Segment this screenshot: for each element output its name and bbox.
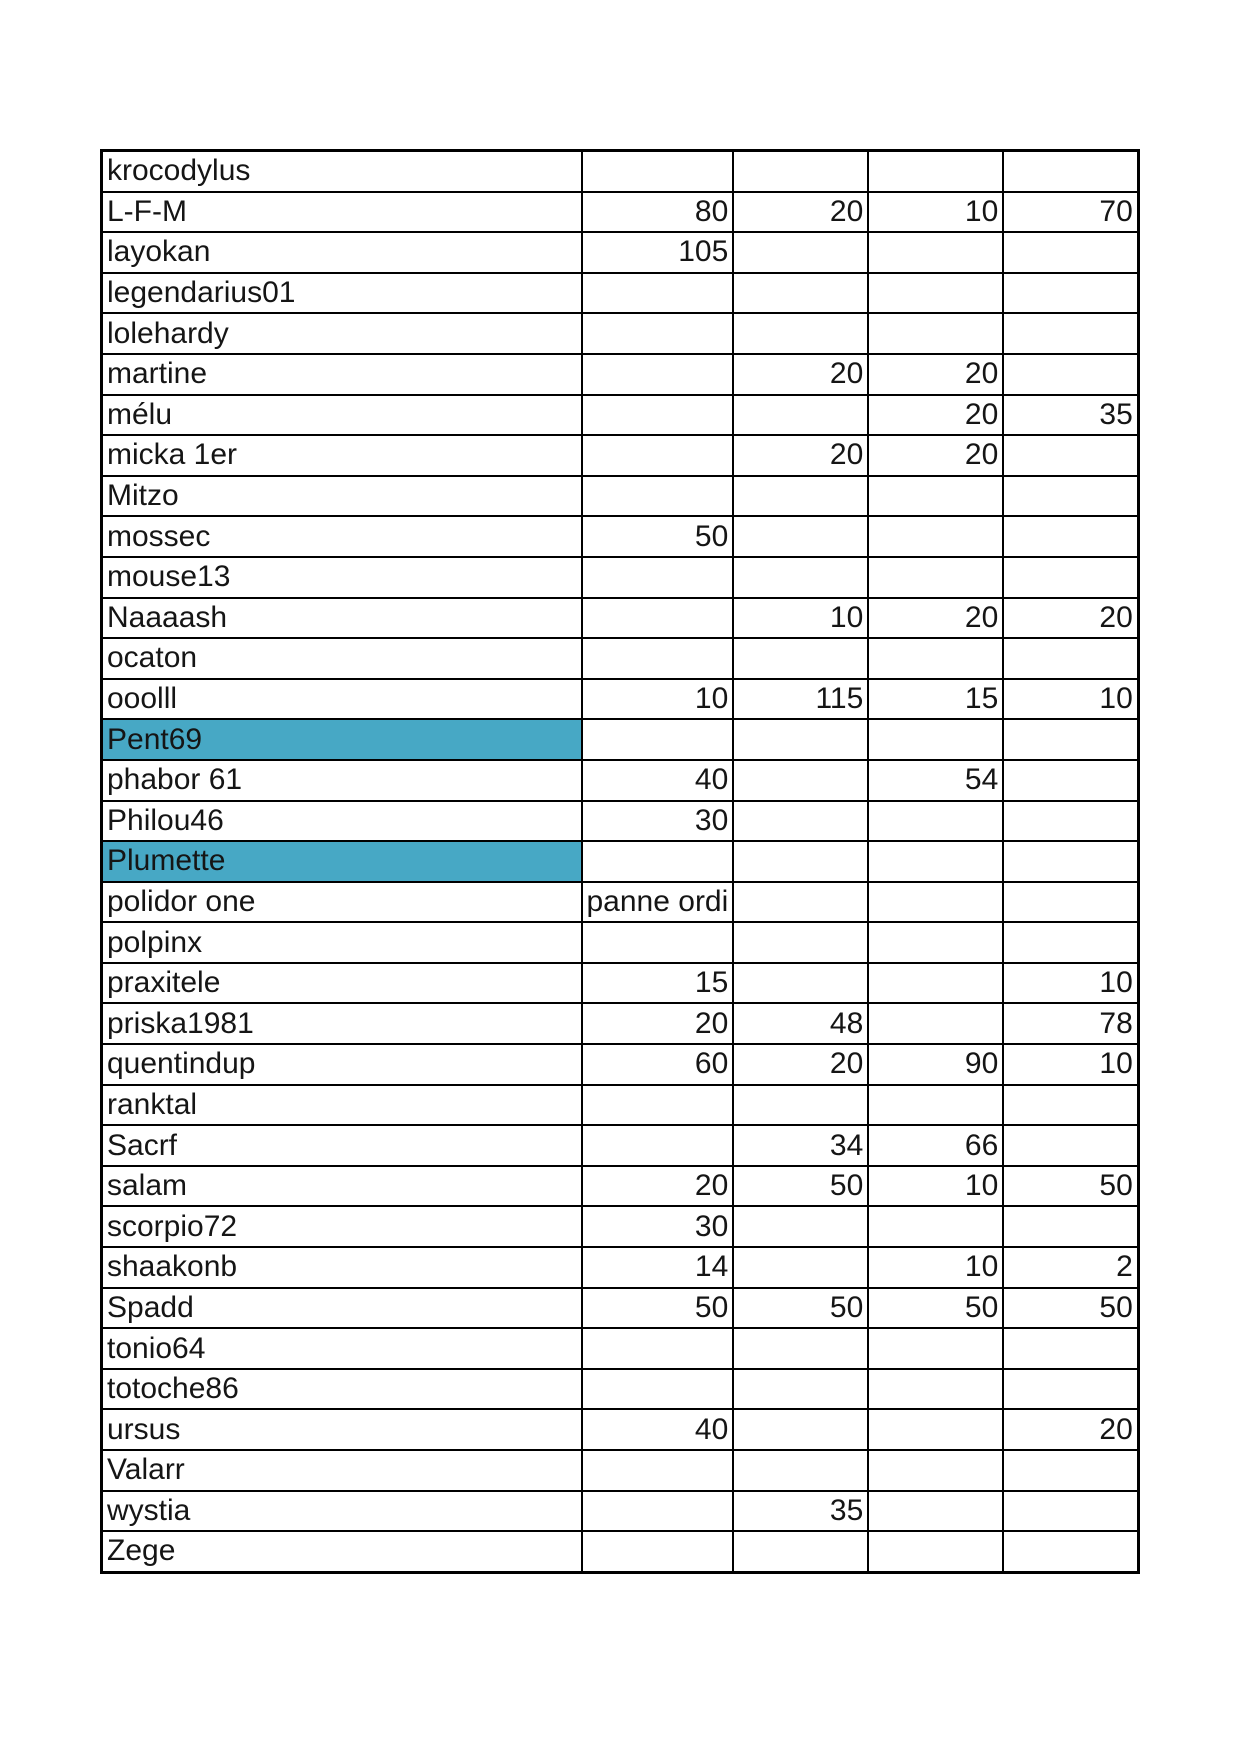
player-name-cell: Naaaash	[102, 598, 582, 639]
value-cell: 35	[733, 1491, 868, 1532]
empty-cell	[868, 882, 1003, 923]
table-row	[102, 557, 1139, 598]
empty-cell	[1003, 1531, 1138, 1572]
table-row	[102, 1085, 1139, 1126]
value-cell: 10	[1003, 963, 1138, 1004]
value-cell: 50	[582, 516, 734, 557]
player-name-cell: Sacrf	[102, 1125, 582, 1166]
table-row	[102, 1247, 1139, 1288]
empty-cell	[582, 1125, 734, 1166]
empty-cell	[582, 598, 734, 639]
note-cell: panne ordi	[582, 882, 734, 923]
player-name-cell: mossec	[102, 516, 582, 557]
table-row	[102, 1369, 1139, 1410]
player-name-cell: polpinx	[102, 922, 582, 963]
table-row	[102, 963, 1139, 1004]
value-cell: 35	[1003, 395, 1138, 436]
empty-cell	[582, 354, 734, 395]
table-row	[102, 313, 1139, 354]
player-name-cell: ooolll	[102, 679, 582, 720]
empty-cell	[582, 476, 734, 517]
player-name-cell: totoche86	[102, 1369, 582, 1410]
empty-cell	[1003, 882, 1138, 923]
empty-cell	[733, 395, 868, 436]
player-name-cell: layokan	[102, 232, 582, 273]
empty-cell	[868, 801, 1003, 842]
empty-cell	[868, 1206, 1003, 1247]
value-cell: 20	[868, 354, 1003, 395]
empty-cell	[868, 557, 1003, 598]
value-cell: 50	[868, 1288, 1003, 1329]
table-row	[102, 1166, 1139, 1207]
empty-cell	[733, 476, 868, 517]
value-cell: 20	[868, 435, 1003, 476]
empty-cell	[733, 882, 868, 923]
empty-cell	[868, 1085, 1003, 1126]
player-name-cell: Pent69	[102, 719, 582, 760]
player-name-cell: quentindup	[102, 1044, 582, 1085]
value-cell: 115	[733, 679, 868, 720]
empty-cell	[582, 273, 734, 314]
value-cell: 20	[1003, 1409, 1138, 1450]
empty-cell	[1003, 313, 1138, 354]
value-cell: 10	[868, 1166, 1003, 1207]
value-cell: 20	[733, 192, 868, 233]
value-cell: 2	[1003, 1247, 1138, 1288]
empty-cell	[582, 1328, 734, 1369]
value-cell: 20	[582, 1003, 734, 1044]
table-row	[102, 476, 1139, 517]
empty-cell	[1003, 516, 1138, 557]
empty-cell	[1003, 1125, 1138, 1166]
table-row	[102, 1491, 1139, 1532]
empty-cell	[582, 1369, 734, 1410]
empty-cell	[582, 1085, 734, 1126]
player-name-cell: Plumette	[102, 841, 582, 882]
empty-cell	[733, 232, 868, 273]
empty-cell	[868, 1328, 1003, 1369]
player-name-cell: shaakonb	[102, 1247, 582, 1288]
player-name-cell: mélu	[102, 395, 582, 436]
empty-cell	[868, 638, 1003, 679]
empty-cell	[868, 151, 1003, 192]
value-cell: 10	[1003, 679, 1138, 720]
player-name-cell: tonio64	[102, 1328, 582, 1369]
table-row	[102, 273, 1139, 314]
table-row	[102, 1125, 1139, 1166]
empty-cell	[1003, 1206, 1138, 1247]
value-cell: 15	[868, 679, 1003, 720]
empty-cell	[582, 313, 734, 354]
value-cell: 60	[582, 1044, 734, 1085]
empty-cell	[1003, 801, 1138, 842]
empty-cell	[582, 557, 734, 598]
value-cell: 10	[582, 679, 734, 720]
data-table	[100, 149, 1140, 1574]
table-row	[102, 882, 1139, 923]
player-name-cell: micka 1er	[102, 435, 582, 476]
empty-cell	[733, 1369, 868, 1410]
empty-cell	[1003, 1085, 1138, 1126]
player-name-cell: Philou46	[102, 801, 582, 842]
player-name-cell: polidor one	[102, 882, 582, 923]
value-cell: 50	[1003, 1166, 1138, 1207]
value-cell: 80	[582, 192, 734, 233]
table-row	[102, 1288, 1139, 1329]
player-name-cell: lolehardy	[102, 313, 582, 354]
player-name-cell: ranktal	[102, 1085, 582, 1126]
empty-cell	[733, 1328, 868, 1369]
empty-cell	[1003, 354, 1138, 395]
table-row	[102, 1003, 1139, 1044]
empty-cell	[868, 922, 1003, 963]
empty-cell	[582, 1531, 734, 1572]
value-cell: 30	[582, 1206, 734, 1247]
value-cell: 14	[582, 1247, 734, 1288]
value-cell: 70	[1003, 192, 1138, 233]
empty-cell	[582, 435, 734, 476]
value-cell: 20	[868, 395, 1003, 436]
empty-cell	[1003, 232, 1138, 273]
empty-cell	[733, 922, 868, 963]
table-row	[102, 192, 1139, 233]
value-cell: 10	[868, 192, 1003, 233]
player-name-cell: ocaton	[102, 638, 582, 679]
empty-cell	[733, 151, 868, 192]
player-name-cell: phabor 61	[102, 760, 582, 801]
value-cell: 40	[582, 760, 734, 801]
value-cell: 50	[733, 1288, 868, 1329]
table-row	[102, 1531, 1139, 1572]
player-name-cell: mouse13	[102, 557, 582, 598]
empty-cell	[1003, 1491, 1138, 1532]
value-cell: 20	[733, 354, 868, 395]
player-name-cell: Mitzo	[102, 476, 582, 517]
player-name-cell: ursus	[102, 1409, 582, 1450]
empty-cell	[733, 760, 868, 801]
value-cell: 50	[733, 1166, 868, 1207]
player-name-cell: legendarius01	[102, 273, 582, 314]
table-row	[102, 151, 1139, 192]
empty-cell	[868, 273, 1003, 314]
empty-cell	[1003, 557, 1138, 598]
empty-cell	[733, 801, 868, 842]
player-name-cell: krocodylus	[102, 151, 582, 192]
table-row	[102, 435, 1139, 476]
empty-cell	[868, 1409, 1003, 1450]
value-cell: 20	[733, 1044, 868, 1085]
table-row	[102, 1044, 1139, 1085]
empty-cell	[868, 1369, 1003, 1410]
empty-cell	[582, 395, 734, 436]
empty-cell	[733, 1409, 868, 1450]
empty-cell	[868, 1531, 1003, 1572]
empty-cell	[1003, 476, 1138, 517]
empty-cell	[733, 313, 868, 354]
empty-cell	[733, 1085, 868, 1126]
empty-cell	[733, 1206, 868, 1247]
empty-cell	[582, 151, 734, 192]
empty-cell	[733, 516, 868, 557]
value-cell: 20	[868, 598, 1003, 639]
empty-cell	[1003, 435, 1138, 476]
value-cell: 50	[582, 1288, 734, 1329]
value-cell: 50	[1003, 1288, 1138, 1329]
table-row	[102, 1328, 1139, 1369]
empty-cell	[582, 719, 734, 760]
empty-cell	[582, 841, 734, 882]
value-cell: 40	[582, 1409, 734, 1450]
empty-cell	[868, 719, 1003, 760]
player-name-cell: wystia	[102, 1491, 582, 1532]
table-row	[102, 679, 1139, 720]
empty-cell	[582, 1491, 734, 1532]
player-name-cell: L-F-M	[102, 192, 582, 233]
table-row	[102, 760, 1139, 801]
empty-cell	[1003, 273, 1138, 314]
empty-cell	[868, 841, 1003, 882]
empty-cell	[733, 273, 868, 314]
player-name-cell: Zege	[102, 1531, 582, 1572]
value-cell: 90	[868, 1044, 1003, 1085]
table-row	[102, 638, 1139, 679]
table-row	[102, 1409, 1139, 1450]
empty-cell	[1003, 760, 1138, 801]
value-cell: 48	[733, 1003, 868, 1044]
empty-cell	[1003, 1450, 1138, 1491]
empty-cell	[868, 516, 1003, 557]
empty-cell	[868, 232, 1003, 273]
table-row	[102, 598, 1139, 639]
empty-cell	[733, 1450, 868, 1491]
empty-cell	[868, 1003, 1003, 1044]
value-cell: 10	[733, 598, 868, 639]
player-name-cell: Valarr	[102, 1450, 582, 1491]
empty-cell	[733, 1531, 868, 1572]
value-cell: 10	[868, 1247, 1003, 1288]
empty-cell	[868, 963, 1003, 1004]
empty-cell	[1003, 638, 1138, 679]
empty-cell	[733, 963, 868, 1004]
player-name-cell: scorpio72	[102, 1206, 582, 1247]
empty-cell	[582, 1450, 734, 1491]
empty-cell	[733, 557, 868, 598]
table-row	[102, 395, 1139, 436]
value-cell: 20	[1003, 598, 1138, 639]
empty-cell	[1003, 922, 1138, 963]
empty-cell	[868, 1450, 1003, 1491]
empty-cell	[733, 841, 868, 882]
player-name-cell: salam	[102, 1166, 582, 1207]
player-name-cell: Spadd	[102, 1288, 582, 1329]
empty-cell	[733, 638, 868, 679]
table-row	[102, 719, 1139, 760]
value-cell: 54	[868, 760, 1003, 801]
spreadsheet-table	[100, 149, 1140, 1574]
value-cell: 15	[582, 963, 734, 1004]
table-row	[102, 801, 1139, 842]
value-cell: 78	[1003, 1003, 1138, 1044]
value-cell: 30	[582, 801, 734, 842]
table-row	[102, 232, 1139, 273]
empty-cell	[582, 922, 734, 963]
player-name-cell: martine	[102, 354, 582, 395]
empty-cell	[733, 1247, 868, 1288]
value-cell: 34	[733, 1125, 868, 1166]
player-name-cell: praxitele	[102, 963, 582, 1004]
table-row	[102, 841, 1139, 882]
table-row	[102, 1450, 1139, 1491]
player-name-cell: priska1981	[102, 1003, 582, 1044]
value-cell: 20	[582, 1166, 734, 1207]
value-cell: 10	[1003, 1044, 1138, 1085]
value-cell: 66	[868, 1125, 1003, 1166]
empty-cell	[1003, 1328, 1138, 1369]
empty-cell	[1003, 1369, 1138, 1410]
table-row	[102, 516, 1139, 557]
empty-cell	[868, 313, 1003, 354]
value-cell: 105	[582, 232, 734, 273]
value-cell: 20	[733, 435, 868, 476]
table-body	[102, 151, 1139, 1573]
empty-cell	[868, 476, 1003, 517]
table-row	[102, 1206, 1139, 1247]
table-row	[102, 922, 1139, 963]
empty-cell	[1003, 719, 1138, 760]
empty-cell	[582, 638, 734, 679]
table-row	[102, 354, 1139, 395]
empty-cell	[1003, 841, 1138, 882]
empty-cell	[868, 1491, 1003, 1532]
empty-cell	[1003, 151, 1138, 192]
empty-cell	[733, 719, 868, 760]
